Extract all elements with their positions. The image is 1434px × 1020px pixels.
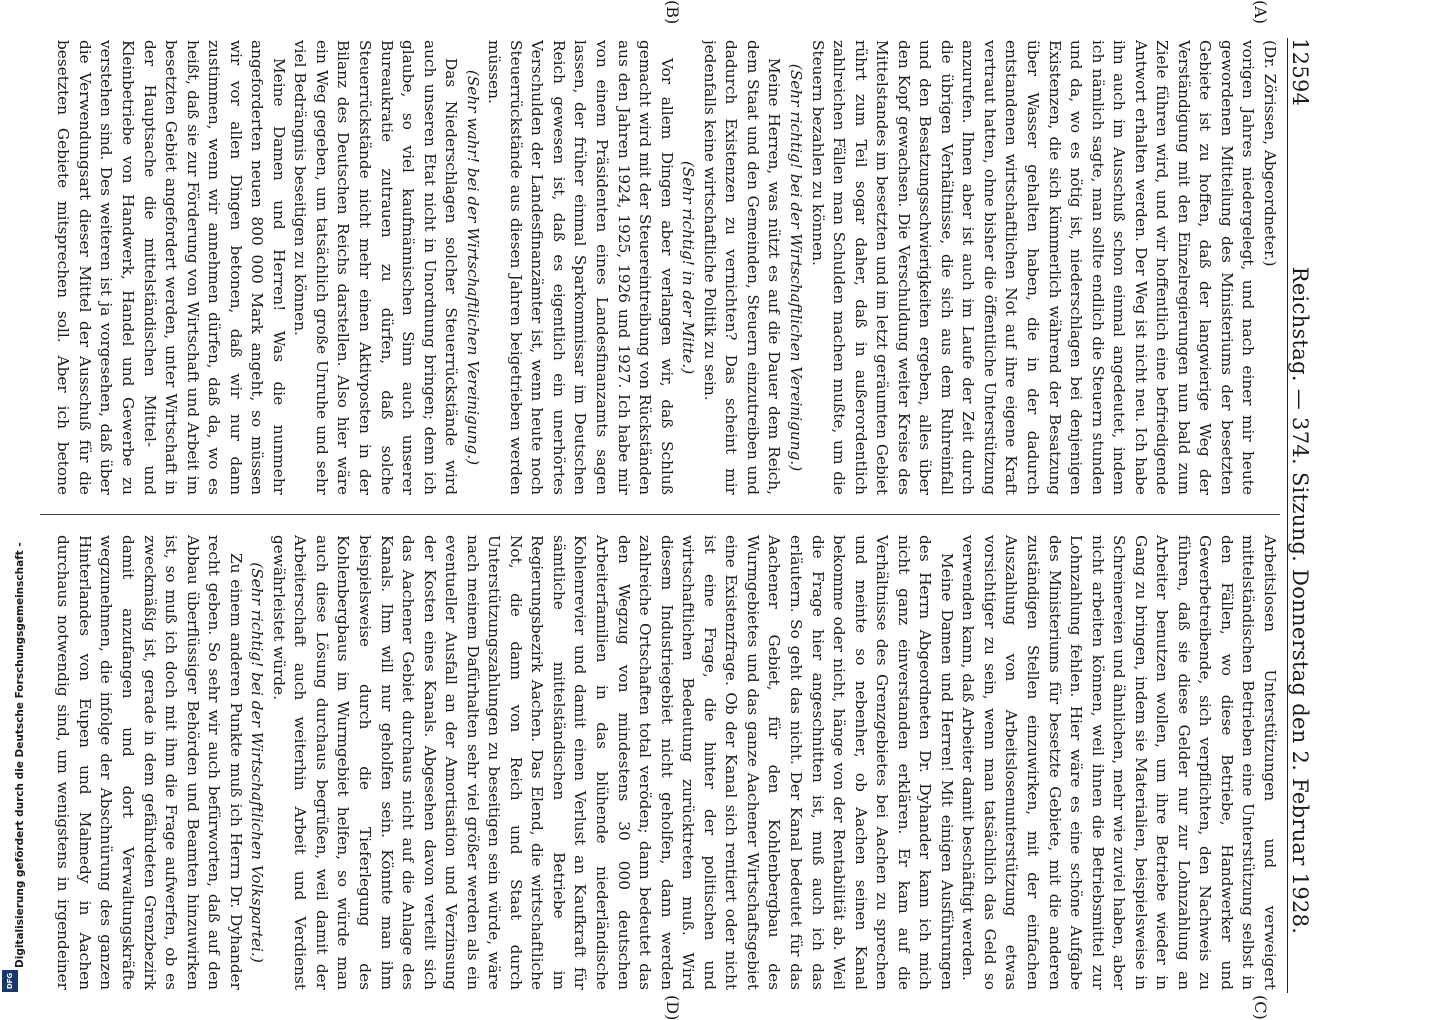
speaker-intro: (Dr. Zörissen, Abgeordneter.) [1261,40,1279,267]
running-title: Reichstag. — 374. Sitzung. Donnerstag den 2. Februar 1928. [1288,266,1312,935]
right-paragraph-2: Meine Damen und Herren! Mit einigen Ausführungen des Herrn Abgeordneten Dr. Dyhander kann ich mich nicht ganz einverstanden erklären. Er kam auf die Verhältnisse des Grenzgebietes bei Aachen zu sprechen und meinte so nebenher, ob Aachen seinen Kanal bekomme oder nicht, hänge von der Rentabilität ab. Weil die Frage hier angeschnitten ist, muß auch ich das erläutern. So geht das nicht. Der Kanal bedeutet für das Aachener Gebiet, für den Kohlenbergbau des Wurmgebietes und das ganze Aachener Wirtschaftsgebiet eine Existenzfrage. Ob der Kanal sich rentiert oder nicht ist eine Frage, die hinter der politischen und wirtschaftlichen Bedeutung zurücktreten muß. Wird diesem Industriegebiet nicht geholfen, dann werden zahlreiche Ortschaften total veröden; dann bedeutet das den Wegzug von mindestens 30 000 deutschen Arbeiterfamilien in das blühende niederländische Kohlenrevier und damit einen Verlust an Kaufkraft für sämtliche mittelständischen Betriebe im Regierungsbezirk Aachen. Das Elend, die wirtschaftliche Not, die dann von Reich und Staat durch Unterstützungszahlungen zu beseitigen sein würde, wäre nach meinem Dafürhalten sehr viel größer werden als ein eventueller Ausfall an der Amortisation und Verzinsung der Kosten eines Kanals. Abgesehen davon verteilt sich das Aachener Gebiet durchaus nicht auf die Anlage des Kanals. Ihm will nur geholfen sein. Könnte man ihm beispielsweise durch die Tieferlegung des Kohlenbergbaus im Wurmgebiet helfen, so würde man auch diese Lösung durchaus begrüßen, weil damit der Arbeiterschaft auch weiterhin Arbeit und Verdienst gewährleistet würde. [269,535,956,990]
left-paragraph-3: Vor allem Dingen aber verlangen wir, daß Schluß gemacht wird mit der Steuereintreibung von Rückständen aus den Jahren 1924, 1925, 1926 und 1927. Ich habe mir von einem Präsidenten eines Landesfinanzamts sagen lassen, der früher einmal Sparkommissar im Deutschen Reich gewesen ist, daß es eigentlich ein unerhörtes Verschulden der Landesfinanzämter ist, wenn heute noch Steuerrückstände aus diesen Jahren beigetrieben werden müssen. [485,40,676,495]
left-remark-1: (Sehr richtig! bei der Wirtschaftlichen Vereinigung.) [786,63,805,472]
margin-letter-d: (D) [663,995,682,1020]
funding-note: Digitalisierung gefördert durch die Deutsche Forschungsgemeinschaft - [14,542,26,968]
left-remark-3: (Sehr wahr! bei der Wirtschaftlichen Vereinigung.) [463,69,482,466]
left-paragraph-4: Das Niederschlagen solcher Steuerrückstände wird auch unseren Etat nicht in Unordnung bringen; denn ich glaube, so viel kaufmännischen Sinn auch unserer Bureaukratie zutrauen zu dürfen, daß solche Steuerrückstände nicht mehr einen Aktivposten in der Bilanz des Deutschen Reichs darstellen. Also hier wäre ein Weg gegeben, um tatsächlich große Unruhe und sehr viel Bedrängnis beseitigen zu können. [291,40,461,495]
page-number: 12594 [1288,38,1312,107]
margin-letter-b: (B) [663,0,682,25]
right-paragraph-3: Zu einem anderen Punkte muß ich Herrn Dr. Dyhander recht geben. So sehr wir auch befürworten, daß auf den Abbau überflüssiger Behörden und Beamten hinzuwirken ist, so muß ich doch mit ihm die Frage aufwerfen, ob es zweckmäßig ist, gerade in dem gefährdeten Grenzbezirk damit anzufangen und dort Verwaltungskräfte wegzunehmen, die infolge der Abschnürung des ganzen Hinterlandes von Eupen und Malmedy in Aachen durchaus notwendig sind, um wenigstens in irgendeiner [54,535,245,990]
dfg-logo-icon [2,970,18,992]
right-remark-1: (Sehr richtig! bei der Wirtschaftlichen Volkspartei.) [248,562,267,963]
margin-letter-a: (A) [1251,0,1270,25]
right-column [50,535,1280,990]
left-paragraph-2: Meine Herren, was nützt es auf die Dauer dem Reich, dem Staat und den Gemeinden, Steuern einzutreiben und dadurch Existenzen zu vernichten? Das scheint mir jedenfalls keine wirtschaftliche Politik zu sein. [700,40,784,495]
left-remark-2: (Sehr richtig! in der Mitte.) [679,160,698,375]
margin-letter-c: (C) [1251,995,1270,1020]
left-paragraph-5: Meine Damen und Herren! Was die nunmehr angeforderten neuen 800 000 Mark angeht, so müssen wir vor allen Dingen betonen, daß wir nur dann zustimmen, wenn wir annehmen dürfen, daß da, wo es heißt, daß sie zur Förderung von Wirtschaft und Arbeit im besetzten Gebiet angefordert werden, unter Wirtschaft in der Hauptsache die mittelständischen Mittel- und Kleinbetriebe von Handwerk, Handel und Gewerbe zu verstehen sind. Des weiteren ist ja vorgesehen, daß über die Verwendungsart dieser Mittel der Ausschuß für die besetzten Gebiete mitsprechen soll. Aber ich betone [54,40,288,495]
digitization-sidebar [0,0,26,1000]
left-paragraph-1: vorigen Jahres niedergelegt, und nach einer mir heute gewordenen Mitteilung des Ministeriums der besetzten Gebiete ist zu hoffen, daß der langwierige Weg der Verständigung mit den Einzelregierungen nun bald zum Ziele führen wird, und wir hoffentlich eine befriedigende Antwort erhalten werden. Der Weg ist nicht neu. Ich habe ihn auch im Ausschuß schon einmal angedeutet, indem ich nämlich sagte, man sollte endlich die Steuern stunden und da, wo es nötig ist, niederschlagen bei denjenigen Existenzen, die sich kümmerlich während der Besatzung über Wasser gehalten haben, die in der dadurch entstandenen wirtschaftlichen Not auf ihre eigene Kraft vertraut hatten, ohne bisher die öffentliche Unterstützung anzurufen. Ihnen aber ist auch im Laufe der Zeit durch die übrigen Verhältnisse, die sich aus dem Ruhreinfall und den Besatzungsschwierigkeiten ergeben, alles über den Kopf gewachsen. Die Verschuldung weiter Kreise des Mittelstandes im besetzten und im letzt geräumten Gebiet rührt zum Teil sogar daher, daß in außerordentlich zahlreichen Fällen man Schulden machen mußte, um die Steuern bezahlen zu können. [808,40,1258,495]
rotated-document-page [22,0,1322,1020]
right-paragraph-1: Arbeitslosen Unterstützungen und verweigert mittelständischen Betrieben eine Unterstützung selbst in den Fällen, wo diese Betriebe, Handwerker und Gewerbetreibende, sich verpflichten, den Nachweis zu führen, daß sie diese Gelder nur zur Lohnzahlung an Arbeiter benutzen wollen, um ihre Betriebe wieder in Gang zu bringen, indem sie Materialien, beispielsweise in Schreinereien und ähnlichen, mehr wie zuviel haben, aber nicht arbeiten können, weil ihnen die Betriebsmittel zur Lohnzahlung fehlen. Hier wäre es eine schöne Aufgabe des Ministeriums für besetzte Gebiete, mit die anderen zuständigen Stellen einzuwirken, mit der einfachen Auszahlung von Arbeitslosenunterstützung etwas vorsichtiger zu sein, wenn man tatsächlich das Geld so verwenden kann, daß Arbeiter damit beschäftigt werden. [959,535,1279,990]
page-header [1287,38,1322,993]
dfg-logo-text: DFG [6,972,14,990]
column-divider [40,514,1280,515]
left-column [50,40,1280,495]
